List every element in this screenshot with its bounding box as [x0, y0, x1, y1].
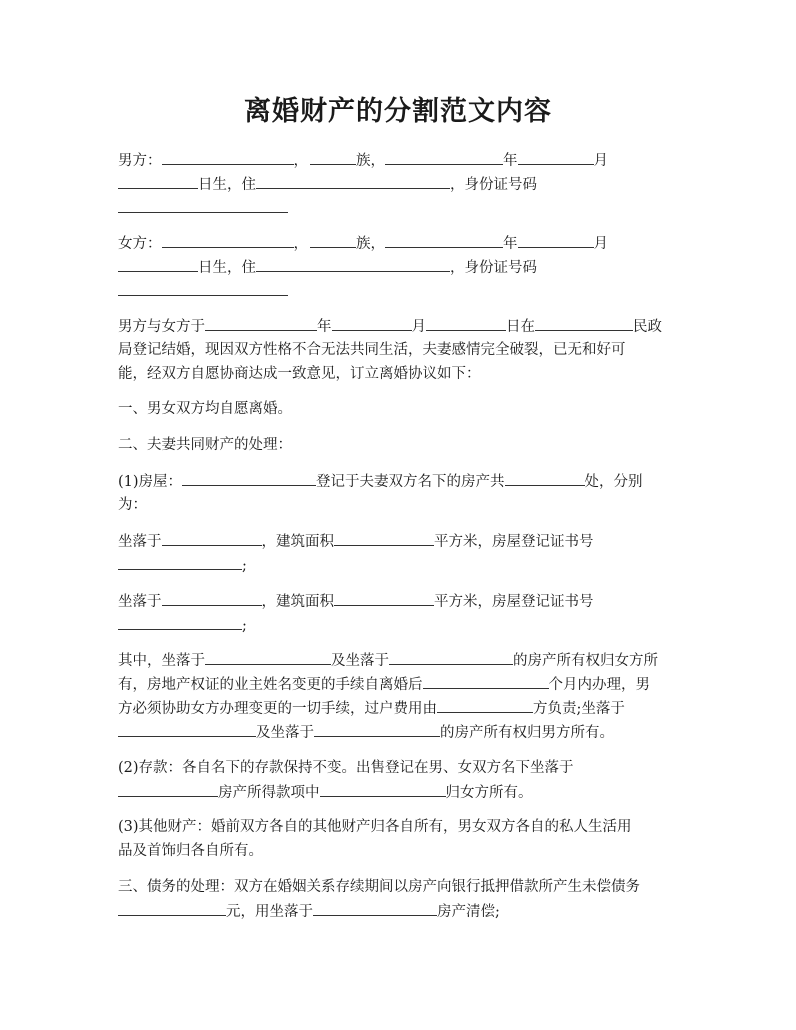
- blank-amount: [320, 780, 446, 797]
- text: 男方与女方于: [118, 319, 205, 335]
- location-1-line-2: [118, 553, 678, 578]
- text: ;: [242, 618, 247, 634]
- text: ，: [293, 153, 308, 169]
- text: 房产清偿;: [437, 904, 500, 920]
- house-line-2: 为：: [118, 497, 147, 513]
- blank-location: [314, 720, 440, 737]
- blank-year: [385, 148, 503, 165]
- text: ，建筑面积: [261, 534, 334, 550]
- blank-ethnicity: [310, 231, 356, 248]
- text: 日在: [506, 319, 535, 335]
- text: ，身份证号码: [450, 260, 537, 276]
- text: 房产所得款项中: [218, 785, 320, 801]
- text: 处，分别: [584, 474, 643, 490]
- debt-line-2: [118, 899, 678, 924]
- blank-area: [334, 529, 434, 546]
- text: 及坐落于: [256, 725, 314, 741]
- blank-amount: [118, 899, 226, 916]
- text: ，身份证号码: [450, 177, 537, 193]
- blank-day: [118, 255, 198, 272]
- text: 坐落于: [118, 594, 162, 610]
- blank-name: [162, 231, 294, 248]
- text: 个月内办理，男: [548, 677, 650, 693]
- blank-area: [334, 589, 434, 606]
- blank-location: [162, 589, 262, 606]
- deposit-line-2: [118, 780, 678, 805]
- text: 平方米，房屋登记证书号: [434, 534, 594, 550]
- blank-ethnicity: [310, 148, 356, 165]
- blank-year: [385, 231, 503, 248]
- blank-month: [332, 314, 412, 331]
- text: 方必须协助女方办理变更的一切手续，过户费用由: [118, 701, 437, 717]
- page-title: 离婚财产的分割范文内容: [244, 96, 552, 127]
- debt-line-1: 三、债务的处理：双方在婚姻关系存续期间以房产向银行抵押借款所产生未偿债务: [118, 879, 640, 895]
- text: 登记于夫妻双方名下的房产共: [316, 474, 505, 490]
- text: 的房产所有权归女方所: [513, 653, 658, 669]
- blank-id-number: [118, 279, 288, 296]
- other-property-line-2: 品及首饰归各自所有。: [118, 843, 263, 859]
- ownership-line-2: [118, 672, 678, 697]
- blank-location: [205, 648, 331, 665]
- blank-day: [118, 172, 198, 189]
- text: 年: [503, 153, 518, 169]
- text: ;: [242, 558, 247, 574]
- text: 月: [593, 153, 608, 169]
- blank-name: [162, 148, 294, 165]
- section-1: 一、男女双方均自愿离婚。: [118, 401, 292, 417]
- wife-line-2: [118, 255, 678, 280]
- text: 日生，住: [198, 177, 256, 193]
- text: 有，房地产权证的业主姓名变更的手续自离婚后: [118, 677, 423, 693]
- section-2: 二、夫妻共同财产的处理：: [118, 437, 292, 453]
- location-2-line-1: [118, 589, 678, 614]
- text: ，: [293, 236, 308, 252]
- blank-year: [205, 314, 317, 331]
- blank-location: [162, 529, 262, 546]
- blank-month: [518, 148, 594, 165]
- blank-month: [518, 231, 594, 248]
- other-property-line-1: (3)其他财产：婚前双方各自的其他财产归各自所有，男女双方各自的私人生活用: [118, 819, 632, 835]
- blank-day: [426, 314, 506, 331]
- text: 方负责;坐落于: [533, 701, 625, 717]
- location-2-line-2: [118, 613, 678, 638]
- marriage-line-3: 能，经双方自愿协商达成一致意见，订立离婚协议如下：: [118, 366, 481, 382]
- text: ，建筑面积: [261, 594, 334, 610]
- blank-address: [256, 172, 450, 189]
- blank-address: [256, 255, 450, 272]
- text: 坐落于: [118, 534, 162, 550]
- text: 其中，坐落于: [118, 653, 205, 669]
- text: 元，用坐落于: [226, 904, 313, 920]
- text: 年: [503, 236, 518, 252]
- text: 月: [593, 236, 608, 252]
- text: 族，: [356, 236, 385, 252]
- text: 归女方所有。: [445, 785, 533, 801]
- wife-line-1: [118, 231, 678, 256]
- blank-location: [118, 780, 218, 797]
- blank-location: [118, 720, 256, 737]
- text: (1)房屋：: [118, 474, 183, 490]
- wife-line-3: [118, 279, 678, 304]
- blank-id-number: [118, 196, 288, 213]
- husband-line-1: [118, 148, 678, 173]
- marriage-line-2: 局登记结婚，现因双方性格不合无法共同生活，夫妻感情完全破裂，已无和好可: [118, 342, 626, 358]
- blank-months: [423, 672, 549, 689]
- husband-line-2: [118, 172, 678, 197]
- husband-line-3: [118, 196, 678, 221]
- blank-count: [505, 469, 585, 486]
- marriage-line-1: [118, 314, 678, 339]
- text: 日生，住: [198, 260, 256, 276]
- text: 民政: [633, 319, 662, 335]
- text: 年: [317, 319, 332, 335]
- blank: [182, 469, 316, 486]
- blank-office: [535, 314, 633, 331]
- ownership-line-4: [118, 720, 678, 745]
- house-line-1: [118, 469, 678, 494]
- text: 女方：: [118, 236, 162, 252]
- text: 及坐落于: [331, 653, 389, 669]
- text: 男方：: [118, 153, 162, 169]
- text: 族，: [356, 153, 385, 169]
- ownership-line-1: [118, 648, 678, 673]
- ownership-line-3: [118, 696, 678, 721]
- blank-certificate: [118, 553, 242, 570]
- blank-certificate: [118, 613, 242, 630]
- location-1-line-1: [118, 529, 678, 554]
- blank-location: [389, 648, 513, 665]
- text: 的房产所有权归男方所有。: [440, 725, 614, 741]
- blank-location: [313, 899, 437, 916]
- text: 平方米，房屋登记证书号: [434, 594, 594, 610]
- blank-party: [437, 696, 533, 713]
- text: 月: [411, 319, 426, 335]
- deposit-line-1: (2)存款：各自名下的存款保持不变。出售登记在男、女双方名下坐落于: [118, 760, 574, 776]
